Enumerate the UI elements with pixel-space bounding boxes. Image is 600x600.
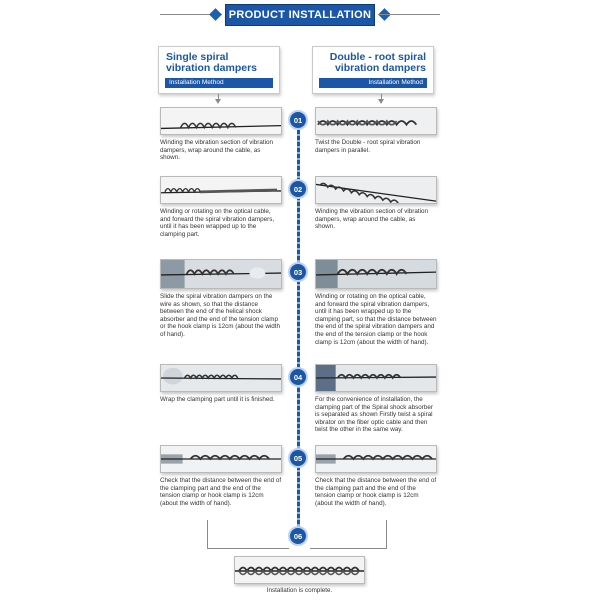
step-02-single-text: Winding or rotating on the optical cable, and forward the spiral vibration dampers, until it has been wrapped up to the clamping part. xyxy=(160,208,275,238)
arrow-down-icon xyxy=(378,99,384,104)
step-02-double-photo xyxy=(315,176,437,204)
step-03-double-photo xyxy=(315,259,437,289)
step-badge: 05 xyxy=(288,448,308,468)
step-01-single-text: Winding the vibration section of vibration dampers, wrap around the cable, as shown. xyxy=(160,139,274,162)
step-05-single-text: Check that the distance between the end of the clamping part and the end of the tension clamp or hook clamp is 12cm (about the width of hand). xyxy=(160,477,282,507)
header-rule-right xyxy=(378,14,440,15)
step-badge: 01 xyxy=(288,110,308,130)
step-05-single-photo xyxy=(160,445,282,473)
method-title: Single spiral vibration dampers xyxy=(166,51,258,74)
method-label: Installation Method xyxy=(319,78,427,88)
step-05-double-photo xyxy=(315,445,437,473)
step-badge: 02 xyxy=(288,179,308,199)
step-03-single-text: Slide the spiral vibration dampers on the wire as shown, so that the distance between the end of the helical shock absorber and the end of the tension clamp or the hook clamp is 12cm (about the width of hand). xyxy=(160,293,281,338)
step-01-single-photo xyxy=(160,107,282,135)
page-title: PRODUCT INSTALLATION xyxy=(225,4,375,26)
single-spiral-method-card xyxy=(158,46,280,94)
double-spiral-method-card xyxy=(312,46,434,94)
final-installation-photo xyxy=(234,556,365,584)
step-03-single-photo xyxy=(160,259,282,289)
connector-right-horizontal xyxy=(310,548,387,549)
arrow-down-icon xyxy=(215,99,221,104)
step-04-single-photo xyxy=(160,364,282,392)
step-03-double-text: Winding or rotating on the optical cable, and forward the spiral vibration dampers, until it has been wrapped up to the clamping part, so that the distance between the end of the spiral vibration dampers and the end of the tension clamp or the hook clamp is 12cm (about the width of hand). xyxy=(315,293,437,346)
step-01-double-photo xyxy=(315,107,437,135)
step-04-single-text: Wrap the clamping part until it is finished. xyxy=(160,396,275,403)
step-02-single-photo xyxy=(160,176,282,204)
step-04-double-photo xyxy=(315,364,437,392)
connector-left-vertical xyxy=(207,520,208,548)
method-label: Installation Method xyxy=(165,78,273,88)
connector-right-vertical xyxy=(386,520,387,548)
step-01-double-text: Twist the Double - root spiral vibration dampers in parallel. xyxy=(315,139,421,154)
step-04-double-text: For the convenience of installation, the clamping part of the Spiral shock absorber is separated as shown Firstly twist a spiral vibrator on the fiber optic cable and then twist the other in the same way. xyxy=(315,396,433,434)
step-badge: 03 xyxy=(288,262,308,282)
step-05-double-text: Check that the distance between the end of the clamping part and the end of the tension clamp or hook clamp is 12cm (about the width of hand). xyxy=(315,477,437,507)
final-caption: Installation is complete. xyxy=(266,587,333,594)
step-badge: 04 xyxy=(288,367,308,387)
step-02-double-text: Winding the vibration section of vibration dampers, wrap around the cable, as shown. xyxy=(315,208,429,231)
connector-left-horizontal xyxy=(207,548,289,549)
method-title: Double - root spiral vibration dampers xyxy=(329,51,426,74)
header-diamond-left xyxy=(209,8,222,21)
step-badge: 06 xyxy=(288,526,308,546)
